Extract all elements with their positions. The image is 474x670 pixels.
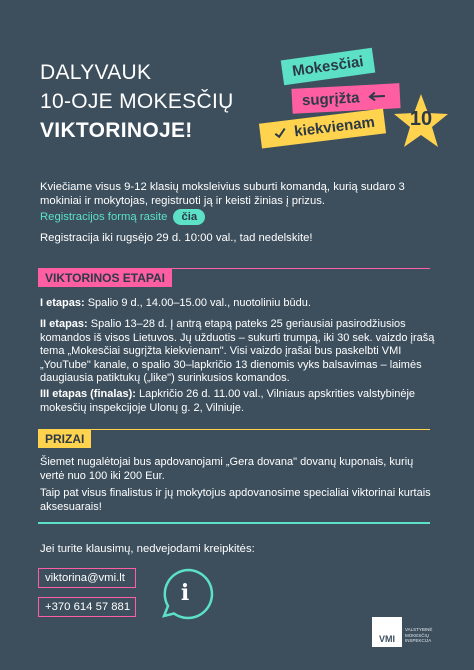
etapas-2-text: Spalio 13–28 d. Į antrą etapą pateks 25 geriausiai pasirodžiusios komandos iš visos Lietuvos. Jų užduotis – sukurti trumpą, iki 30 sek. vaizdo įrašą tema „Mokesčiai sugrįžta kiekvienam". Visi vaizdo įrašai bus paskelbti VMI „YouTube" kanale, o spalio 30–lapkričio 13 dienomis vyks balsavimas – laimės daugiausia patiktukų („like") surinkusios komandos. (40, 318, 435, 384)
contact-phone-link[interactable]: +370 614 57 881 (38, 597, 136, 617)
etapas-3 (40, 388, 436, 415)
etapas-1 (40, 297, 436, 311)
headline-line-2: 10-OJE MOKESČIŲ (40, 90, 234, 113)
star-number: 10 (409, 108, 433, 130)
etapas-2 (40, 318, 436, 386)
registration-line (40, 209, 205, 225)
badge-kiekvienam (259, 108, 386, 148)
badge-mokesciai (281, 48, 375, 86)
prizai-text-1: Šiemet nugalėtojai bus apdovanojami „Gera dovana" dovanų kuponais, kurių vertė nuo 100 iki 200 Eur. (40, 456, 414, 482)
etapas-3-label: III etapas (finalas): (40, 388, 136, 400)
headline-line-1: DALYVAUK (40, 61, 152, 84)
registration-text: Registracijos formą rasite (40, 211, 168, 223)
section-prizai-title: PRIZAI (38, 430, 91, 448)
arrow-left-icon (367, 88, 386, 106)
contact-email-link[interactable]: viktorina@vmi.lt (38, 568, 136, 588)
prizai-text-2: Taip pat visus finalistus ir jų mokytojus apdovanosime specialiai viktorinai kurtais aksesuarais! (40, 487, 431, 513)
badge-sugrizta-label: sugrįžta (301, 89, 360, 110)
registration-deadline: Registracija iki rugsėjo 29 d. 10:00 val., tad nedelskite! (40, 232, 313, 244)
badge-mokesciai-label: Mokesčiai (291, 53, 365, 80)
info-icon: i (180, 580, 190, 606)
intro-text: Kviečiame visus 9-12 klasių moksleivius suburti komandą, kurią sudaro 3 mokiniai ir mokytojas, registruoti ją ir keisti žinias į prizus. (40, 181, 405, 207)
etapas-3-text: Lapkričio 26 d. 11.00 val., Vilniaus apskrities valstybinėje mokesčių inspekcijoje Ulonų g. 2, Vilniuje. (40, 388, 416, 414)
headline-line-3: VIKTORINOJE! (40, 119, 193, 142)
section-etapai-title: VIKTORINOS ETAPAI (38, 269, 172, 287)
etapas-1-text: Spalio 9 d., 14.00–15.00 val., nuotoliniu būdu. (84, 297, 311, 309)
section-prizai-header (38, 429, 430, 447)
etapas-2-label: II etapas: (40, 318, 88, 330)
badge-kiekvienam-label: kiekvienam (293, 113, 376, 141)
divider (38, 522, 430, 524)
checkmark-icon (273, 125, 287, 143)
vmi-logo-subtitle: VALSTYBINĖ MOKESČIŲ INSPEKCIJA (405, 627, 433, 643)
headline (40, 58, 234, 145)
etapas-1-label: I etapas: (40, 297, 85, 309)
section-etapai-header (38, 268, 430, 286)
vmi-logo: VMI (372, 617, 402, 647)
registration-link-button[interactable]: čia (173, 209, 205, 225)
contact-intro: Jei turite klausimų, nedvejodami kreipkitės: (40, 543, 255, 555)
badge-sugrizta (291, 83, 400, 114)
